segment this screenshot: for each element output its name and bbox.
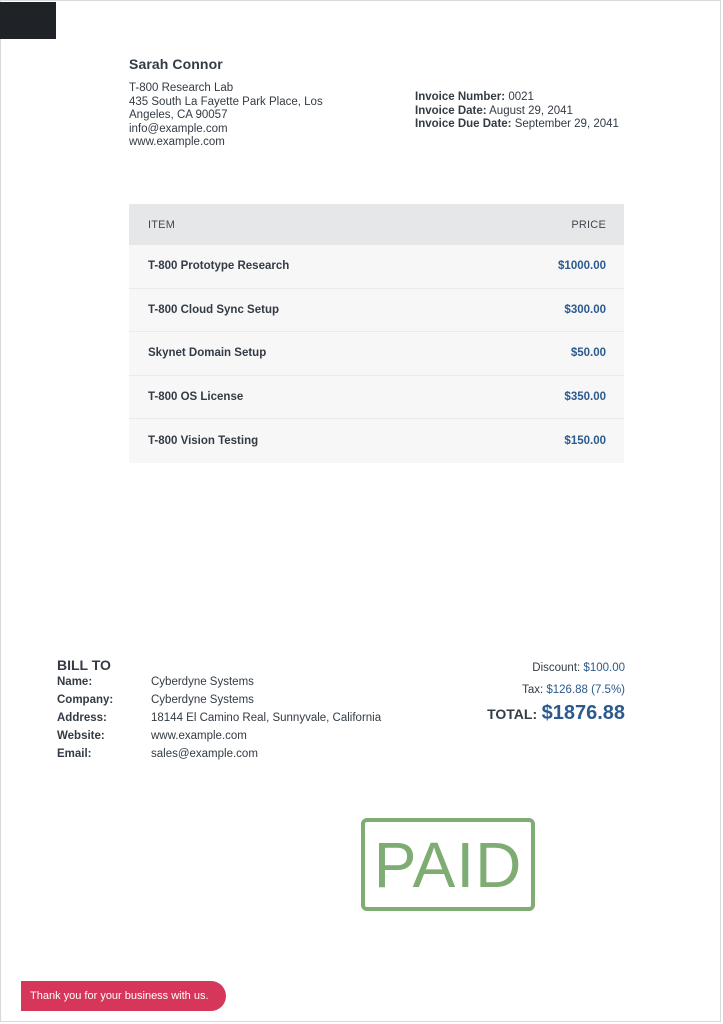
discount-label: Discount: bbox=[532, 662, 581, 674]
bill-to-label: Email: bbox=[57, 748, 92, 760]
item-name: T-800 Cloud Sync Setup bbox=[148, 303, 279, 316]
tax-value: $126.88 (7.5%) bbox=[546, 684, 625, 696]
paid-stamp: PAID bbox=[361, 818, 535, 911]
sender-name: Sarah Connor bbox=[129, 56, 223, 72]
item-name: T-800 Vision Testing bbox=[148, 434, 259, 447]
table-row bbox=[129, 289, 624, 333]
total-label: TOTAL: bbox=[487, 706, 538, 722]
item-price: $150.00 bbox=[564, 434, 606, 447]
item-name: T-800 OS License bbox=[148, 390, 244, 403]
bill-to-value: Cyberdyne Systems bbox=[151, 676, 254, 688]
sender-info bbox=[129, 56, 369, 150]
invoice-date-row bbox=[415, 105, 645, 119]
item-price: $50.00 bbox=[570, 347, 606, 360]
invoice-due-date-row bbox=[415, 118, 645, 132]
item-price: $350.00 bbox=[564, 390, 606, 403]
items-table-header bbox=[129, 204, 624, 245]
sender-email: info@example.com bbox=[129, 122, 228, 135]
invoice-due-date: September 29, 2041 bbox=[514, 118, 619, 131]
bill-to-name-row bbox=[57, 673, 381, 691]
item-name: T-800 Prototype Research bbox=[148, 260, 290, 273]
bill-to-section bbox=[57, 657, 381, 763]
bill-to-label: Website: bbox=[57, 730, 105, 742]
bill-to-address-row bbox=[57, 709, 381, 727]
discount-value: $100.00 bbox=[583, 662, 625, 674]
invoice-number-row bbox=[415, 91, 645, 105]
item-price: $1000.00 bbox=[558, 260, 606, 273]
invoice-date: August 29, 2041 bbox=[489, 104, 573, 117]
bill-to-value: www.example.com bbox=[151, 730, 247, 742]
bill-to-value: Cyberdyne Systems bbox=[151, 694, 254, 706]
bill-to-title: BILL TO bbox=[57, 657, 111, 673]
tax-label: Tax: bbox=[522, 684, 544, 696]
bill-to-company-row bbox=[57, 691, 381, 709]
invoice-meta bbox=[415, 91, 645, 132]
bill-to-label: Company: bbox=[57, 694, 114, 706]
item-name: Skynet Domain Setup bbox=[148, 347, 267, 360]
table-row bbox=[129, 376, 624, 420]
bill-to-website-row bbox=[57, 727, 381, 745]
discount-row bbox=[487, 657, 625, 679]
table-row bbox=[129, 332, 624, 376]
price-column-header: PRICE bbox=[571, 218, 606, 231]
table-row bbox=[129, 419, 624, 463]
items-table bbox=[129, 204, 624, 463]
total-row bbox=[487, 702, 625, 725]
bill-to-email-row bbox=[57, 745, 381, 763]
thank-you-banner: Thank you for your business with us. bbox=[21, 981, 226, 1011]
invoice-number: 0021 bbox=[508, 91, 534, 103]
sender-website: www.example.com bbox=[129, 136, 225, 149]
bill-to-value: sales@example.com bbox=[151, 748, 258, 760]
sender-company: T-800 Research Lab bbox=[129, 82, 234, 94]
item-price: $300.00 bbox=[564, 303, 606, 316]
bill-to-value: 18144 El Camino Real, Sunnyvale, California bbox=[151, 712, 382, 724]
total-value: $1876.88 bbox=[541, 702, 625, 724]
bill-to-label: Name: bbox=[57, 676, 93, 688]
invoice-due-date-label: Invoice Due Date: bbox=[415, 118, 512, 131]
invoice-date-label: Invoice Date: bbox=[415, 104, 487, 117]
item-column-header: ITEM bbox=[148, 218, 176, 231]
totals-section bbox=[487, 657, 625, 725]
invoice-number-label: Invoice Number: bbox=[415, 91, 506, 103]
sender-address-line-1: 435 South La Fayette Park Place, Los bbox=[129, 95, 323, 108]
tax-row bbox=[487, 679, 625, 701]
corner-logo-block bbox=[0, 2, 56, 39]
sender-address-line-2: Angeles, CA 90057 bbox=[129, 109, 228, 122]
table-row bbox=[129, 245, 624, 289]
bill-to-label: Address: bbox=[57, 712, 107, 724]
